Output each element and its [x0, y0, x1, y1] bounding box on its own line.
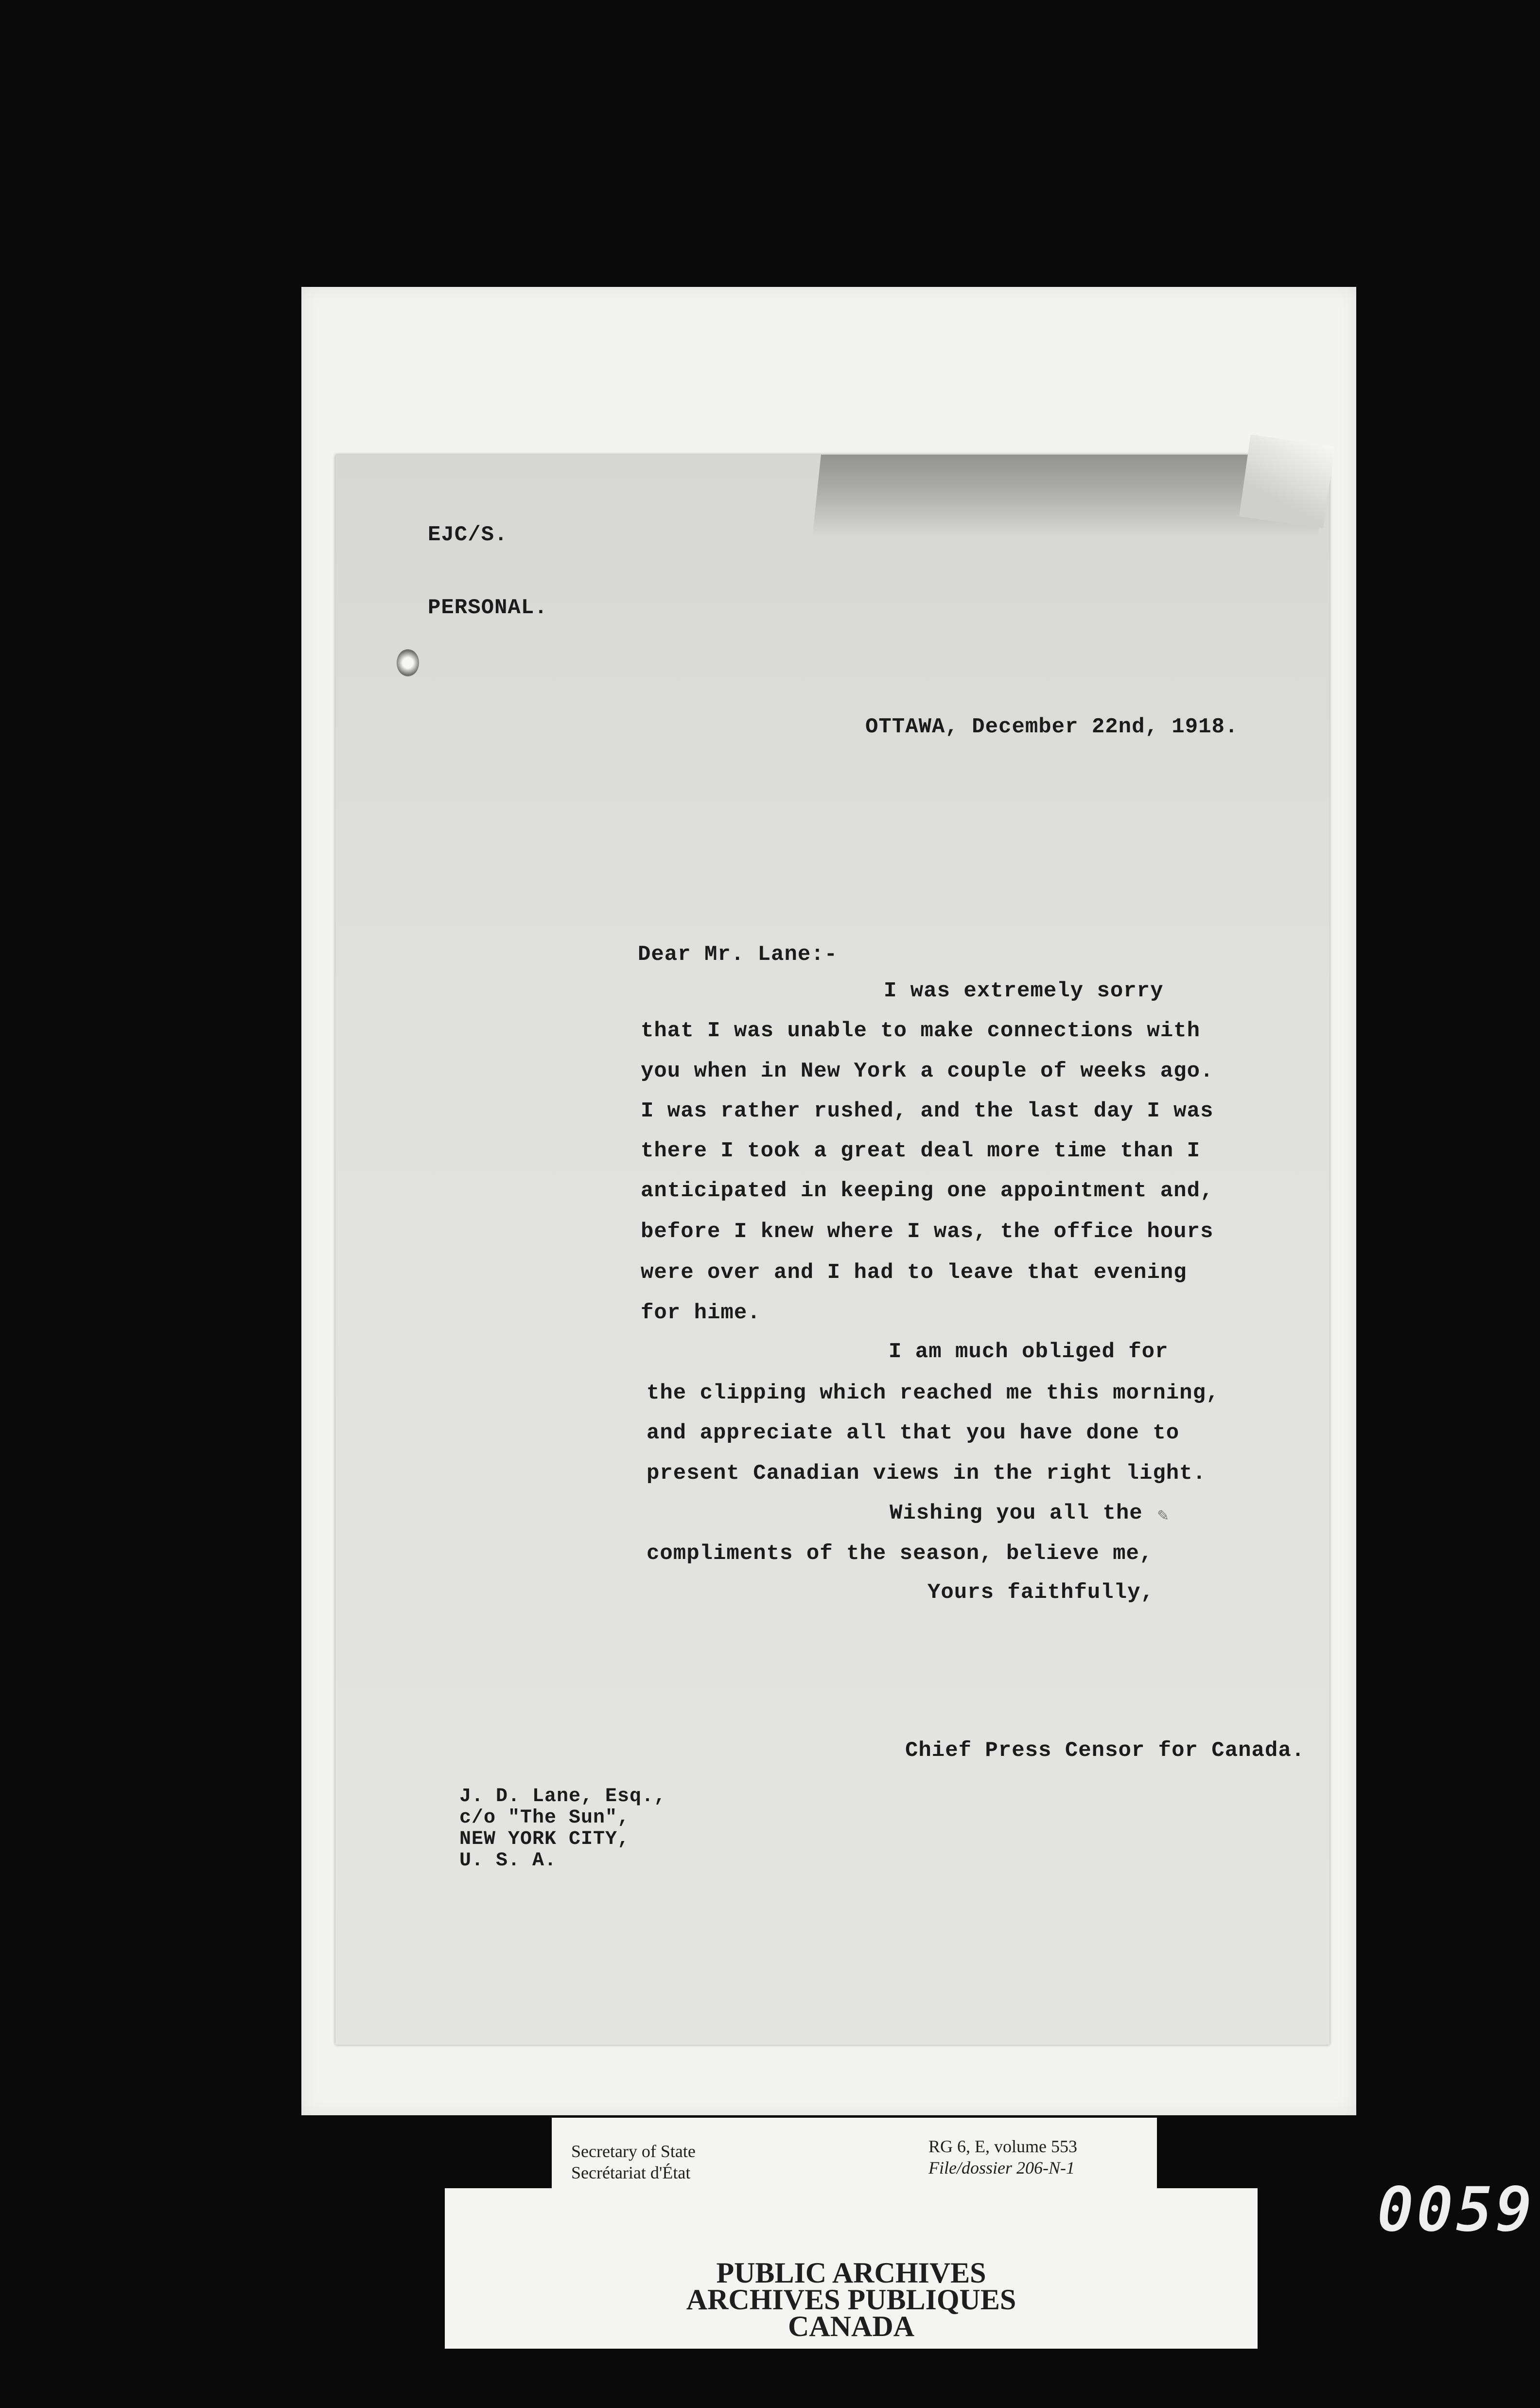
- punch-hole: [397, 649, 419, 676]
- address-line: NEW YORK CITY,: [459, 1828, 630, 1850]
- department-en: Secretary of State: [571, 2142, 696, 2161]
- address-line: J. D. Lane, Esq.,: [459, 1786, 666, 1807]
- body-line: the clipping which reached me this morning,: [647, 1381, 1220, 1405]
- body-line: were over and I had to leave that evening: [641, 1260, 1187, 1285]
- closing: Yours faithfully,: [928, 1580, 1154, 1605]
- body-line: Wishing you all the: [890, 1501, 1143, 1525]
- department-fr: Secrétariat d'État: [571, 2163, 691, 2182]
- body-line: there I took a great deal more time than I: [641, 1139, 1200, 1163]
- archives-line: ARCHIVES PUBLIQUES: [686, 2284, 1016, 2316]
- frame-number-box: [1372, 2174, 1540, 2237]
- body-line: before I knew where I was, the office hours: [641, 1220, 1214, 1244]
- body-line: present Canadian views in the right light.: [647, 1461, 1206, 1486]
- body-line: I was rather rushed, and the last day I was: [641, 1099, 1214, 1123]
- body-line: you when in New York a couple of weeks ago.: [641, 1059, 1214, 1083]
- body-line: that I was unable to make connections with: [641, 1019, 1200, 1043]
- body-line: anticipated in keeping one appointment and,: [641, 1179, 1214, 1203]
- folded-corner: [1239, 435, 1335, 529]
- salutation: Dear Mr. Lane:-: [638, 942, 838, 967]
- body-line: and appreciate all that you have done to: [647, 1421, 1180, 1445]
- file-number: File/dossier 206-N-1: [928, 2158, 1075, 2178]
- pencil-mark: ✎: [1157, 1507, 1170, 1524]
- body-line: compliments of the season, believe me,: [647, 1541, 1153, 1566]
- personal-marking: PERSONAL.: [428, 596, 548, 620]
- archives-line: PUBLIC ARCHIVES: [716, 2257, 986, 2289]
- dateline: OTTAWA, December 22nd, 1918.: [865, 715, 1239, 739]
- body-line: I am much obliged for: [889, 1340, 1169, 1364]
- archives-line: CANADA: [788, 2310, 914, 2342]
- archive-reference-card: [552, 2118, 1157, 2220]
- address-line: c/o "The Sun",: [459, 1807, 630, 1829]
- body-line: for hime.: [641, 1301, 761, 1325]
- reference-initials: EJC/S.: [428, 523, 508, 547]
- body-line: I was extremely sorry: [884, 979, 1164, 1003]
- record-group: RG 6, E, volume 553: [928, 2137, 1077, 2156]
- signature-title: Chief Press Censor for Canada.: [905, 1738, 1305, 1763]
- frame-number: 0059: [1377, 2174, 1535, 2237]
- address-line: U. S. A.: [459, 1850, 557, 1872]
